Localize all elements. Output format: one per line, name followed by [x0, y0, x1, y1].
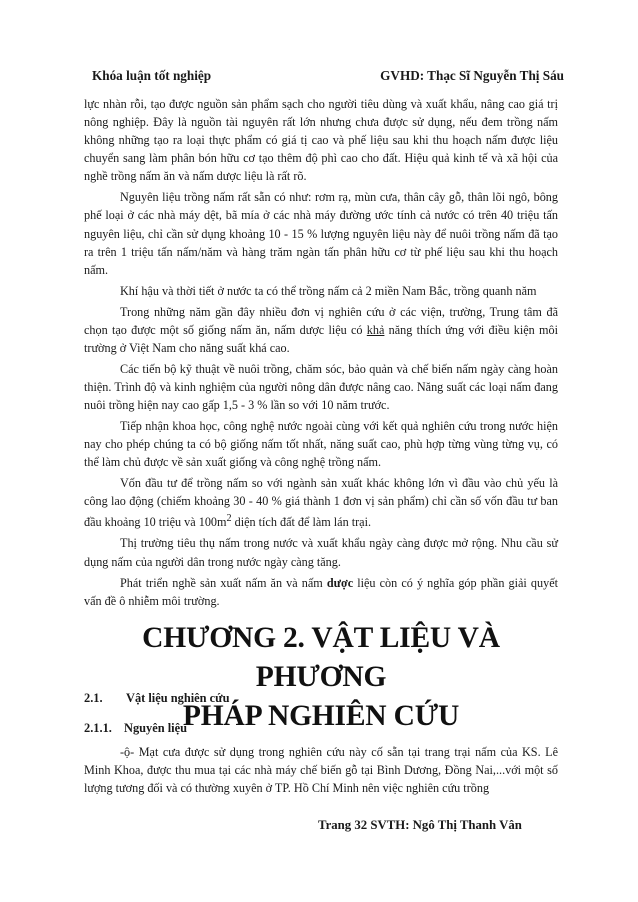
subsection-number: 2.1.1. [84, 721, 112, 735]
page-header [92, 68, 572, 84]
header-advisor: GVHD: Thạc Sĩ Nguyễn Thị Sáu [380, 68, 564, 83]
paragraph-9-bold: dược [326, 575, 354, 590]
paragraph-4-underlined: khả [366, 322, 385, 337]
chapter-heading-line-2: PHÁP NGHIÊN CỨU [182, 700, 460, 732]
page-footer: Trang 32 SVTH: Ngô Thị Thanh Vân [318, 818, 522, 832]
paragraph-7 [84, 474, 558, 531]
section-heading-2-1-1 [84, 721, 187, 736]
paragraph-7-superscript: 2 [226, 513, 232, 525]
paragraph-2: Nguyên liệu trồng nấm rất sẵn có như: rơm rạ, mùn cưa, thân cây gỗ, thân lõi ngô, bông phế loại ở các nhà máy dệt, bã mía ở các nhà máy đường ước tính cả nước có trên 40 triệu tấn nguyên liệu, chỉ cần sử dụng khoảng 10 - 15 % lượng nguyên liệu này để nuôi trồng nấm đã tạo ra trên 1 triệu tấn nấm/năm và hàng trăm ngàn tấn phân hữu cơ từ phế liệu sau khi thu hoạch nấm. [84, 190, 558, 277]
material-paragraph-text: -ộ- Mạt cưa được sử dụng trong nghiên cứu này cố sẵn tại trang trại nấm của KS. Lê Minh Khoa, được thu mua tại các nhà máy chế biến gỗ tại Bình Dương, Đồng Nai,...với một số lượng tương đối và có thường xuyên ở TP. Hồ Chí Minh nên việc nghiên cứu trồng [84, 745, 558, 796]
section-heading-2-1 [84, 691, 229, 706]
chapter-heading-line-1: CHƯƠNG 2. VẬT LIỆU VÀ PHƯƠNG [142, 622, 500, 693]
paragraph-4-text-a: Trong những năm gần đây nhiều đơn vị nghiên cứu ở các viện, trường, Trung tâm đã chọn tạo được một số giống nấm ăn, nấm dược liệu có [84, 304, 558, 337]
section-number: 2.1. [84, 691, 103, 705]
paragraph-4 [84, 303, 558, 357]
header-thesis-title: Khóa luận tốt nghiệp [92, 68, 212, 83]
paragraph-9-text-a: Phát triển nghề sản xuất nấm ăn và nấm [120, 575, 327, 590]
subsection-title: Nguyên liệu [124, 721, 187, 735]
material-paragraph [84, 743, 558, 797]
paragraph-6: Tiếp nhận khoa học, công nghệ nước ngoài cùng với kết quả nghiên cứu trong nước hiện nay cho phép chúng ta có bộ giống nấm tốt nhất, năng suất cao, phù hợp từng vùng từng vụ, có thể làm chủ được về sản xuất giống và công nghệ trồng nấm. [84, 419, 558, 470]
paragraph-9 [84, 574, 558, 610]
paragraph-8: Thị trường tiêu thụ nấm trong nước và xuất khẩu ngày càng được mở rộng. Nhu cầu sử dụng nấm của người dân trong nước ngày càng tăng. [84, 536, 558, 569]
paragraph-7-text-b: diện tích đất để làm lán trại. [231, 515, 372, 530]
paragraph-5: Các tiến bộ kỹ thuật về nuôi trồng, chăm sóc, bảo quản và chế biến nấm ngày càng hoàn thiện. Trình độ và kinh nghiệm của người nông dân được nâng cao. Năng suất các loại nấm đang nuôi trồng hiện nay cao gấp 1,5 - 3 % lần so với 10 năm trước. [84, 361, 558, 413]
paragraph-1: lực nhàn rỗi, tạo được nguồn sản phẩm sạch cho người tiêu dùng và xuất khẩu, nâng cao giá trị nông nghiệp. Đây là nguồn tài nguyên rất lớn nhưng chưa được sử dụng, nếu đem trồng nấm không những tạo ra loại thực phẩm có giá tị cao và phế liệu sau khi thu hoạch nấm được liệu chuyển sang làm phân bón hữu cơ tạo thêm độ phì cao cho đất. Hiệu quả kinh tế và xã hội của nghề trồng nấm ăn và nấm dược liệu là rất rõ. [84, 97, 558, 184]
section-title: Vật liệu nghiên cứu [126, 691, 230, 705]
body-text [84, 95, 558, 613]
paragraph-4-text-b: năng thích ứng với điều kiện môi trường ở Việt Nam cho năng suất khá cao. [84, 322, 559, 355]
paragraph-9-text-b: liệu còn có ý nghĩa góp phần giải quyết vấn đề ô nhiễm môi trường. [84, 575, 558, 608]
chapter-heading [84, 619, 558, 736]
paragraph-3: Khí hậu và thời tiết ở nước ta có thể trồng nấm cả 2 miền Nam Bắc, trồng quanh năm [120, 283, 537, 298]
paragraph-7-text-a: Vốn đầu tư để trồng nấm so với ngành sản xuất khác không lớn vì đầu vào chủ yếu là công lao động (chiếm khoảng 30 - 40 % giá thành 1 đơn vị sản phẩm) chỉ cần số vốn đầu tư ban đầu khoảng 10 triệu và 100m [84, 476, 558, 530]
